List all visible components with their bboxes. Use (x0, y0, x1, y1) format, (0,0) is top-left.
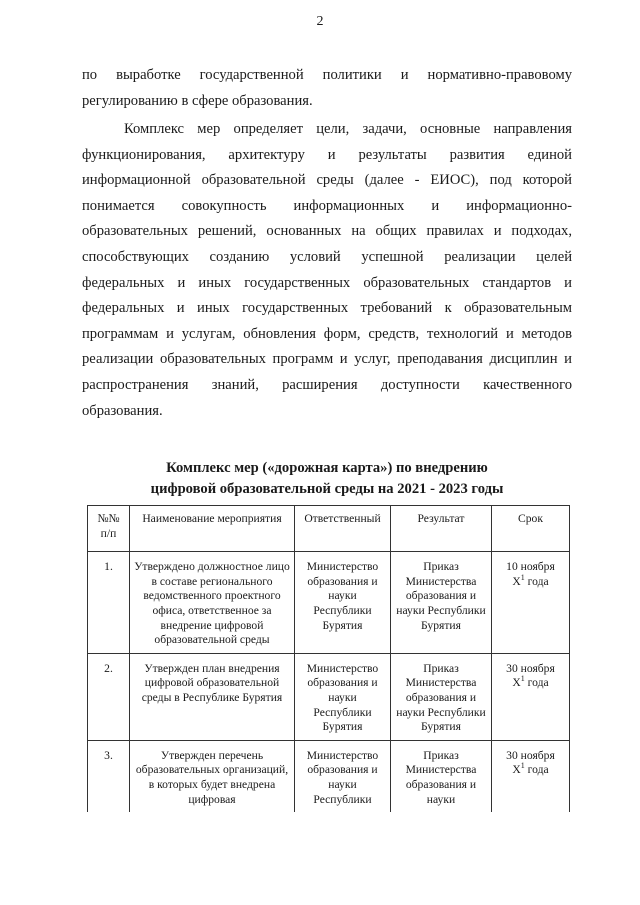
deadline-date: 30 ноября (506, 661, 555, 675)
text-line: программам и услугам, обновления форм, средств, технологий и методов (82, 325, 572, 342)
header-number-line: №№ (97, 512, 120, 525)
cell-result: Приказ Министерства образования и науки (391, 740, 492, 812)
header-deadline: Срок (492, 506, 570, 552)
deadline-year-suffix: года (524, 574, 549, 588)
text-line: по выработке государственной политики и нормативно-правовому (82, 67, 572, 83)
cell-responsible: Министерство образования и науки Республики Бурятия (295, 552, 391, 654)
text-line: понимается совокупность информационных и информационно- (82, 197, 572, 214)
page-number: 2 (316, 14, 324, 29)
cell-responsible: Министерство образования и науки Республики Бурятия (295, 653, 391, 740)
text-line: функционирования, архитектуру и результаты развития единой (82, 146, 572, 163)
cell-name: Утвержден перечень образовательных организаций, в которых будет внедрена цифровая (130, 740, 295, 812)
header-number-line: п/п (100, 526, 117, 540)
table-row (88, 653, 570, 740)
cell-result: Приказ Министерства образования и науки Республики Бурятия (391, 552, 492, 654)
cell-deadline (492, 653, 570, 740)
text-line: образования. (82, 402, 163, 419)
text-line: способствующих созданию условий успешной реализации целей (82, 248, 572, 265)
text-line: Комплекс мер определяет цели, задачи, основные направления (124, 121, 572, 137)
header-responsible: Ответственный (295, 506, 391, 552)
deadline-year-superscript: 1 (520, 572, 525, 582)
deadline-year-superscript: 1 (520, 761, 525, 771)
deadline-year-superscript: 1 (520, 674, 525, 684)
text-line: информационной образовательной среды (далее - ЕИОС), под которой (82, 172, 572, 189)
deadline-year-prefix: X (512, 676, 521, 690)
deadline-date: 10 ноября (506, 560, 555, 574)
cell-deadline (492, 740, 570, 812)
cell-result: Приказ Министерства образования и науки Республики Бурятия (391, 653, 492, 740)
cell-responsible: Министерство образования и науки Республики (295, 740, 391, 812)
deadline-year-suffix: года (524, 676, 549, 690)
roadmap-table (87, 505, 570, 812)
deadline-year-prefix: X (512, 574, 521, 588)
table-header-row (88, 506, 570, 552)
table-row (88, 552, 570, 654)
table-row (88, 740, 570, 812)
deadline-year-prefix: X (512, 763, 521, 777)
cell-number: 2. (88, 653, 130, 740)
cell-name: Утвержден план внедрения цифровой образовательной среды в Республике Бурятия (130, 653, 295, 740)
header-name: Наименование мероприятия (130, 506, 295, 552)
intro-paragraph (82, 63, 572, 114)
table-title (82, 458, 572, 500)
deadline-date: 30 ноября (506, 748, 555, 762)
header-result: Результат (391, 506, 492, 552)
deadline-year-suffix: года (524, 763, 549, 777)
table-title-line: цифровой образовательной среды на 2021 - 2023 годы (150, 481, 504, 497)
deadline-year (495, 763, 566, 778)
text-line: распространения знаний, расширения доступности качественного (82, 376, 572, 393)
text-line: образовательных решений, основанных на общих правилах и подходах, (82, 223, 572, 240)
main-paragraph (82, 117, 572, 424)
deadline-year (495, 676, 566, 691)
cell-number: 1. (88, 552, 130, 654)
text-line: федеральных и иных государственных образовательных стандартов и (82, 274, 572, 291)
text-line: реализации образовательных программ и услуг, преподавания дисциплин и (82, 351, 572, 368)
header-number (88, 506, 130, 552)
table-title-line: Комплекс мер («дорожная карта») по внедрению (166, 460, 488, 476)
text-line: регулированию в сфере образования. (82, 92, 313, 109)
cell-name: Утверждено должностное лицо в составе регионального ведомственного проектного офиса, ответственное за внедрение цифровой образовательной среды (130, 552, 295, 654)
cell-number: 3. (88, 740, 130, 812)
deadline-year (495, 572, 566, 590)
cell-deadline (492, 552, 570, 654)
text-line: федеральных и иных государственных требований к образовательным (82, 300, 572, 317)
